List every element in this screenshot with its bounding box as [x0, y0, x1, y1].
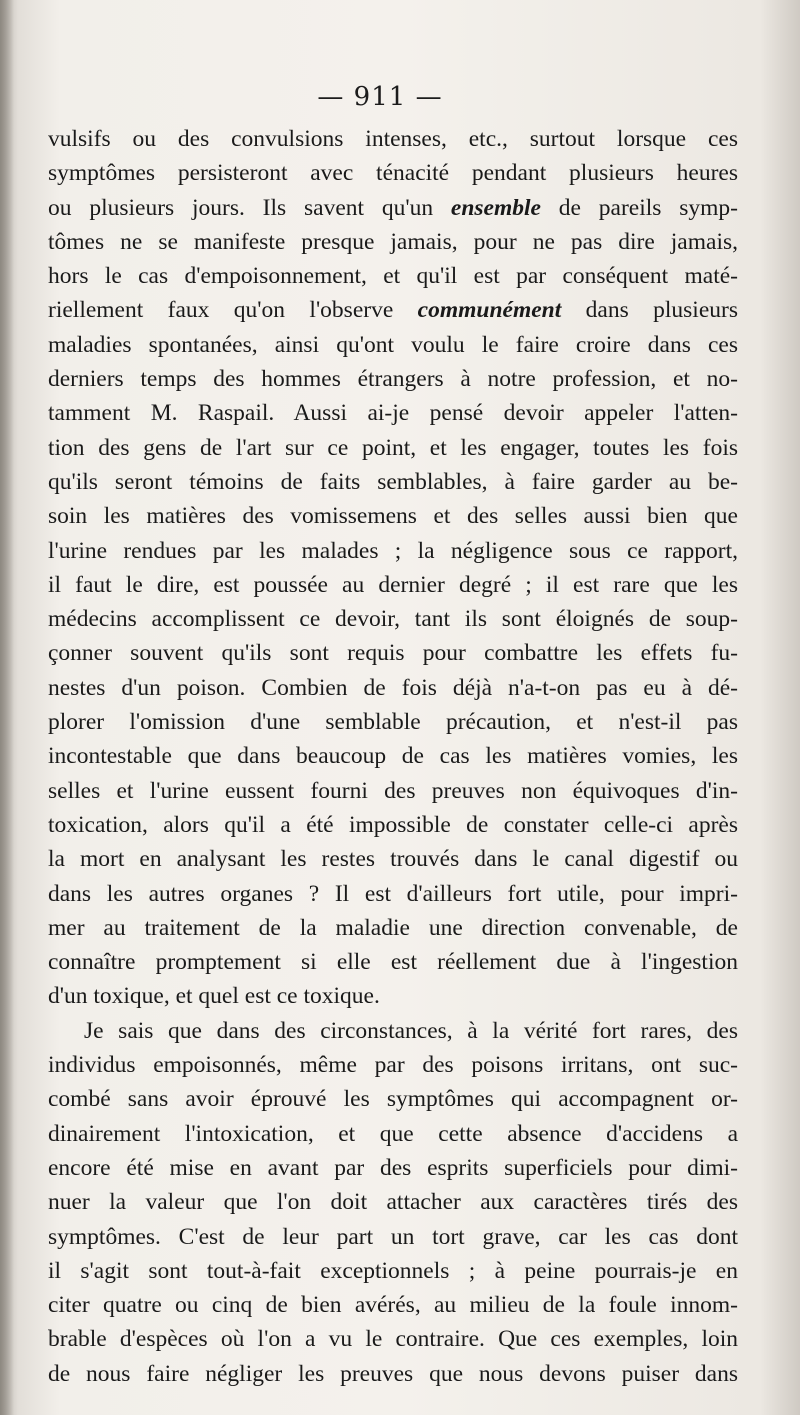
text-line: la mort en analysant les restes trouvés dans le canal digestif ou — [48, 846, 738, 873]
text-line: encore été mise en avant par des esprits superficiels pour dimi- — [48, 1154, 738, 1181]
text-line: maladies spontanées, ainsi qu'ont voulu le faire croire dans ces — [48, 331, 738, 358]
text-line: combé sans avoir éprouvé les symptômes qui accompagnent or- — [48, 1086, 738, 1113]
text-line: symptômes persisteront avec ténacité pendant plusieurs heures — [48, 160, 738, 187]
text-line: toxication, alors qu'il a été impossible de constater celle-ci après — [48, 811, 738, 838]
text-line: tion des gens de l'art sur ce point, et les engager, toutes les fois — [48, 434, 738, 461]
text-line: qu'ils seront témoins de faits semblables, à faire garder au be- — [48, 468, 738, 495]
text-line: citer quatre ou cinq de bien avérés, au milieu de la foule innom- — [48, 1292, 738, 1319]
text-line: l'urine rendues par les malades ; la négligence sous ce rapport, — [48, 537, 738, 564]
text-line: plorer l'omission d'une semblable précaution, et n'est-il pas — [48, 709, 738, 736]
text-line: selles et l'urine eussent fourni des preuves non équivoques d'in- — [48, 777, 738, 804]
text-segment: de pareils symp- — [540, 194, 738, 221]
text-line — [48, 293, 738, 327]
text-line: incontestable que dans beaucoup de cas les matières vomies, les — [48, 743, 738, 770]
text-line: tamment M. Raspail. Aussi ai-je pensé devoir appeler l'atten- — [48, 400, 738, 427]
text-segment: dans plusieurs — [561, 297, 738, 324]
text-line — [48, 191, 738, 225]
text-line: de nous faire négliger les preuves que nous devons puiser dans — [48, 1360, 738, 1387]
emphasis-ensemble: ensemble — [450, 194, 541, 221]
text-line: il faut le dire, est poussée au dernier degré ; il est rare que les — [48, 571, 738, 598]
text-line: Je sais que dans des circonstances, à la vérité fort rares, des — [84, 1017, 738, 1044]
text-line: nuer la valeur que l'on doit attacher aux caractères tirés des — [48, 1189, 738, 1216]
text-line: dinairement l'intoxication, et que cette absence d'accidens a — [48, 1120, 738, 1147]
text-line: individus empoisonnés, même par des poisons irritans, ont suc- — [48, 1052, 738, 1079]
text-line: tômes ne se manifeste presque jamais, pour ne pas dire jamais, — [48, 228, 738, 255]
text-line: d'un toxique, et quel est ce toxique. — [48, 983, 380, 1010]
text-line: dans les autres organes ? Il est d'ailleurs fort utile, pour impri- — [48, 880, 738, 907]
text-line: nestes d'un poison. Combien de fois déjà n'a-t-on pas eu à dé- — [48, 674, 738, 701]
text-line: vulsifs ou des convulsions intenses, etc., surtout lorsque ces — [48, 126, 738, 152]
text-line: médecins accomplissent ce devoir, tant ils sont éloignés de soup- — [48, 606, 738, 633]
text-line: hors le cas d'empoisonnement, et qu'il est par conséquent maté- — [48, 263, 738, 290]
text-line: connaître promptement si elle est réellement due à l'ingestion — [48, 949, 738, 976]
text-line: mer au traitement de la maladie une direction convenable, de — [48, 914, 738, 941]
paragraph-2 — [48, 1014, 738, 1391]
text-segment: ou plusieurs jours. Ils savent qu'un — [48, 194, 451, 221]
text-line: il s'agit sont tout-à-fait exceptionnels ; à peine pourrais-je en — [48, 1257, 738, 1284]
text-line: symptômes. C'est de leur part un tort grave, car les cas dont — [48, 1223, 738, 1250]
text-line: derniers temps des hommes étrangers à notre profession, et no- — [48, 366, 738, 393]
page-gutter-shadow — [0, 0, 14, 1415]
text-segment: riellement faux qu'on l'observe — [48, 297, 418, 324]
paragraph-1 — [48, 122, 738, 1014]
text-line: çonner souvent qu'ils sont requis pour combattre les effets fu- — [48, 640, 738, 667]
text-line: brable d'espèces où l'on a vu le contraire. Que ces exemples, loin — [48, 1326, 738, 1353]
page-number: — 911 — — [317, 82, 443, 112]
emphasis-communement: communément — [417, 297, 562, 324]
text-line: soin les matières des vomissemens et des selles aussi bien que — [48, 503, 738, 530]
page-body — [48, 122, 738, 1391]
